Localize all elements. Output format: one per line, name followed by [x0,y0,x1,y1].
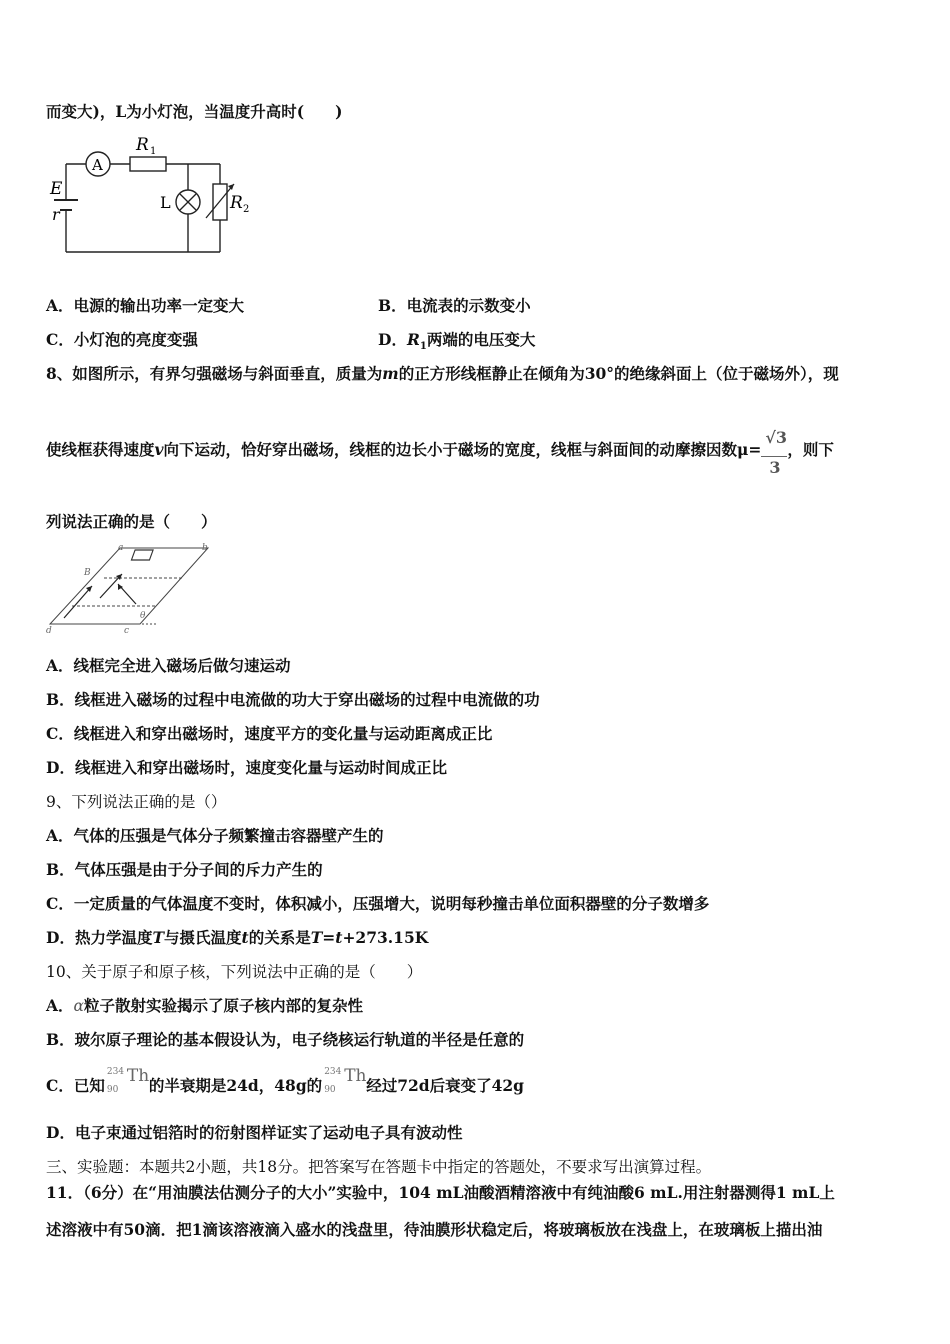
r2-label: R [230,193,243,213]
mu-fraction: $\frac{√3}{3}$ [761,440,787,460]
q8-stem-line1: 8、如图所示，有界匀强磁场与斜面垂直，质量为m的正方形线框静止在倾角为30°的绝缘斜面上（位于磁场外），现 [46,364,839,383]
r1-subscript: 1 [150,146,157,157]
wire-frame [131,550,153,560]
angle-label: θ [140,611,146,621]
q9-option-c[interactable]: C．一定质量的气体温度不变时，体积减小，压强增大，说明每秒撞击单位面积器壁的分子数增多 [46,894,710,913]
q10-option-c[interactable]: C．已知 234 90 Th 的半衰期是24d，48g的 234 90 Th 经过72d后衰变了42g [46,1066,525,1095]
corner-a: a [118,543,124,553]
q8-stem-line2: 使线框获得速度v向下运动，恰好穿出磁场，线框的边长小于磁场的宽度，线框与斜面间的动摩擦因数μ= $\frac{√3}{3}$ ，则下 [46,428,834,477]
lamp-label: L [160,193,171,212]
circuit-diagram [44,132,264,262]
q7-option-b[interactable]: B．电流表的示数变小 [378,296,531,315]
q10-option-d[interactable]: D．电子束通过铝箔时的衍射图样证实了运动电子具有波动性 [46,1123,463,1142]
q9-option-a[interactable]: A．气体的压强是气体分子频繁撞击容器壁产生的 [46,826,384,845]
q7-option-a[interactable]: A．电源的输出功率一定变大 [46,296,245,315]
corner-c: c [124,626,130,636]
section-heading: 三、实验题：本题共2小题，共18分。把答案写在答题卡中指定的答题处，不要求写出演算过程。 [46,1158,712,1176]
r1-label: R [136,135,149,155]
field-b-label: B [84,568,91,578]
q11-line1: 11．（6分）在“用油膜法估测分子的大小”实验中，104 mL油酸酒精溶液中有纯油酸6 mL.用注射器测得1 mL上 [46,1183,835,1202]
q10-option-b[interactable]: B．玻尔原子理论的基本假设认为，电子绕核运行轨道的半径是任意的 [46,1030,525,1049]
q8-option-c[interactable]: C．线框进入和穿出磁场时，速度平方的变化量与运动距离成正比 [46,724,493,743]
emf-label: E [50,179,63,199]
q7-option-d[interactable]: D．$R_1$两端的电压变大 [378,330,536,353]
battery-long-plate [54,199,78,201]
q11-line2: 述溶液中有50滴．把1滴该溶液滴入盛水的浅盘里，待油膜形状稳定后，将玻璃板放在浅盘上，在玻璃板上描出油 [46,1220,823,1239]
corner-d: d [46,626,52,636]
resistor-r1 [130,157,166,171]
thorium-nuclide: 234 90 Th [106,1066,150,1095]
q8-option-d[interactable]: D．线框进入和穿出磁场时，速度变化量与运动时间成正比 [46,758,447,777]
q7-option-c[interactable]: C．小灯泡的亮度变强 [46,330,198,349]
q7-intro: 而变大)，L为小灯泡，当温度升高时( ) [46,102,343,121]
thorium-nuclide: 234 90 Th [324,1066,367,1095]
q9-stem: 9、下列说法正确的是（） [46,793,227,811]
q8-option-a[interactable]: A．线框完全进入磁场后做匀速运动 [46,656,291,675]
internal-resistance-label: r [52,205,60,224]
corner-b: b [202,543,208,553]
r2-subscript: 2 [243,204,250,215]
q9-option-b[interactable]: B．气体压强是由于分子间的斥力产生的 [46,860,323,879]
q8-stem-line3: 列说法正确的是（ ） [46,512,217,531]
incline-field-diagram [44,542,216,636]
q10-option-a[interactable]: A．α粒子散射实验揭示了原子核内部的复杂性 [46,996,364,1015]
q9-option-d[interactable]: D．热力学温度T与摄氏温度t的关系是T=t+273.15K [46,928,429,947]
q8-option-b[interactable]: B．线框进入磁场的过程中电流做的功大于穿出磁场的过程中电流做的功 [46,690,540,709]
ammeter-label: A [92,156,103,174]
q10-stem: 10、关于原子和原子核，下列说法中正确的是（ ） [46,963,423,981]
